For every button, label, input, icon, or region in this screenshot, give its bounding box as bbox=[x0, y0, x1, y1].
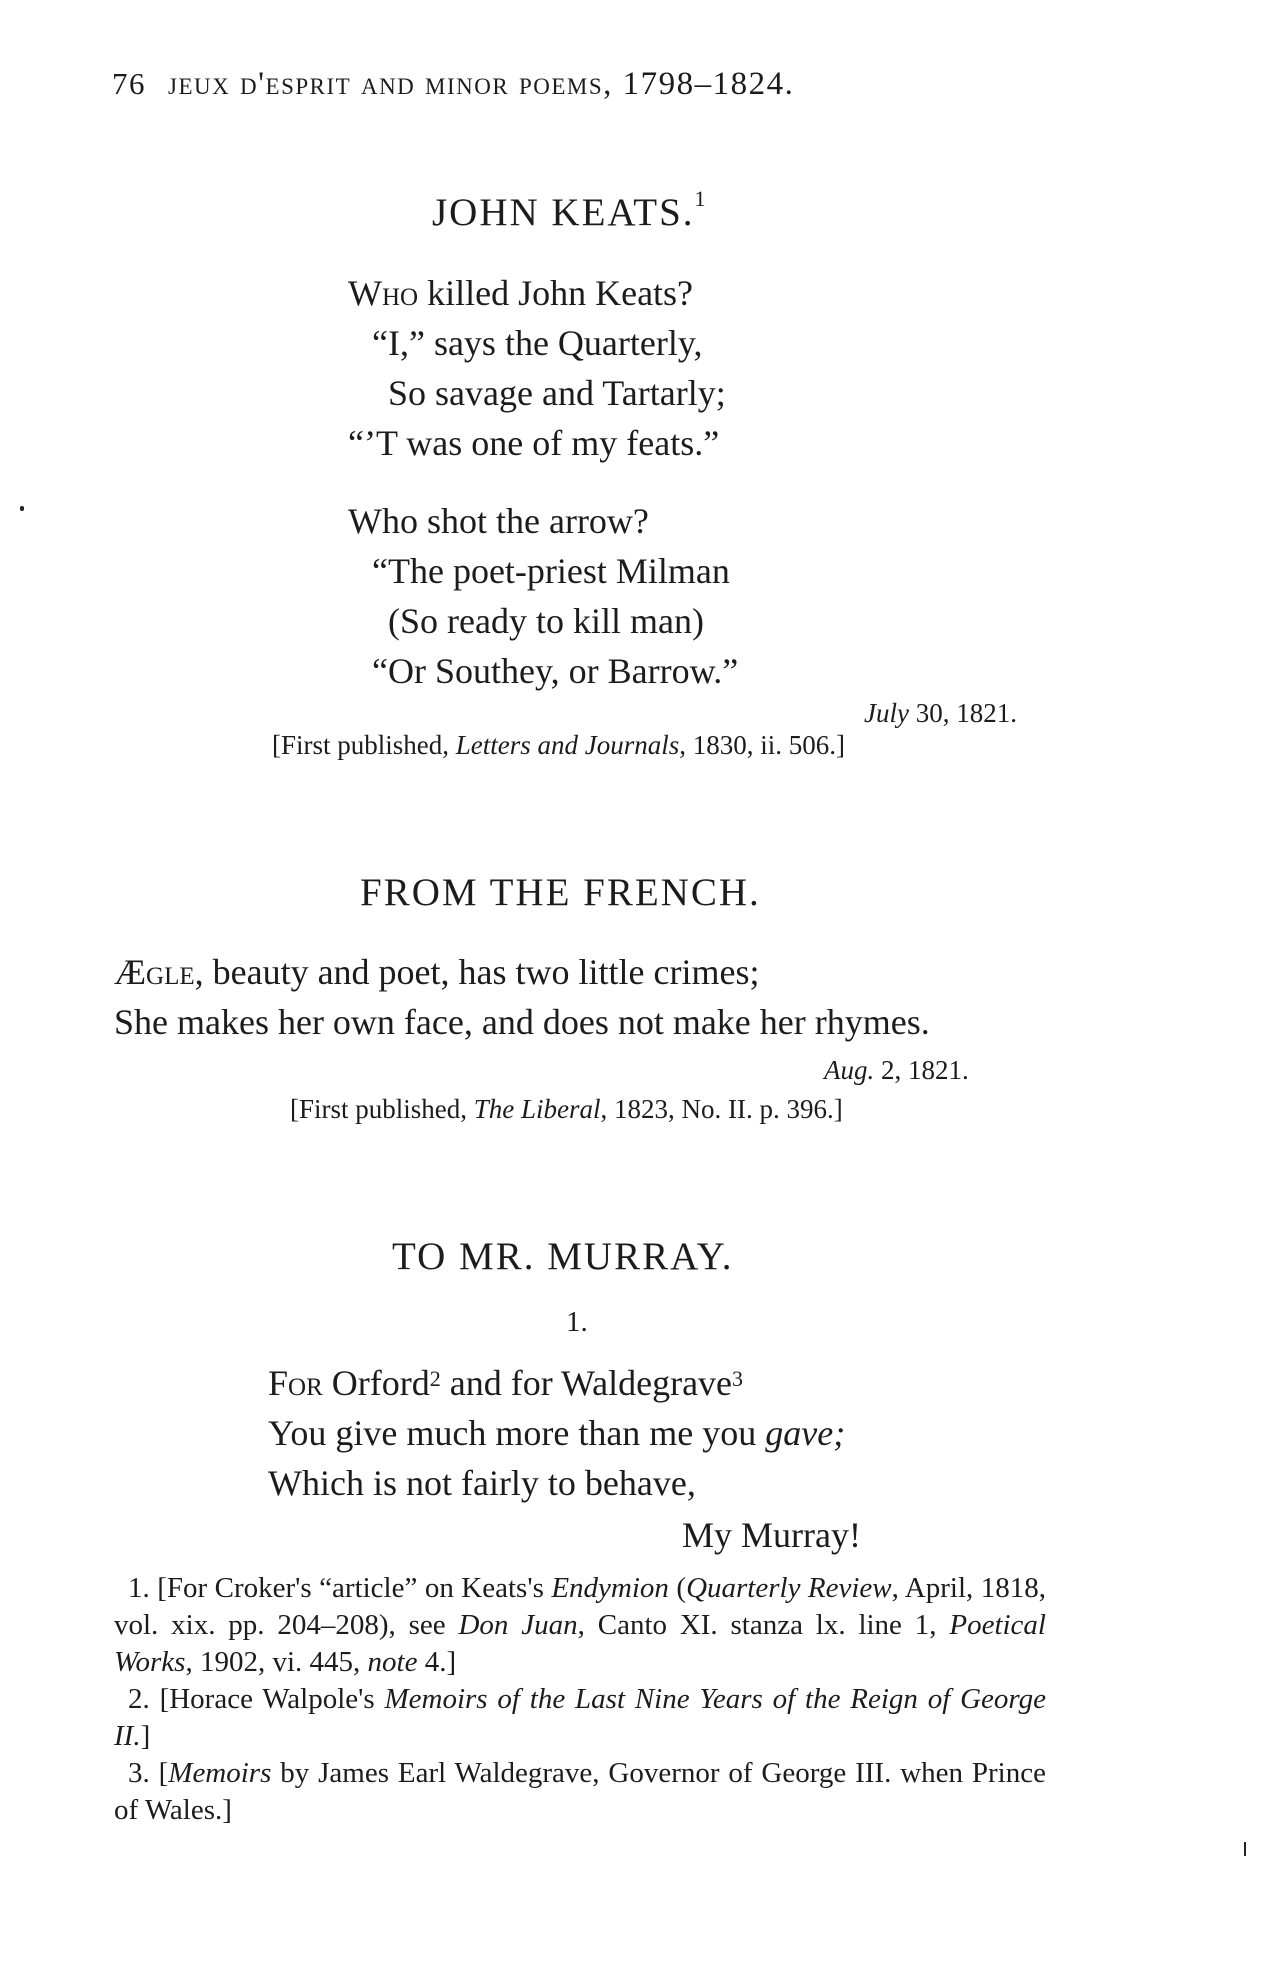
fn2-b: Memoirs of the Last Nine Years of the Reign of George II. bbox=[114, 1683, 1047, 1752]
french-date-rest: 2, 1821. bbox=[874, 1055, 969, 1085]
fn1-k: 4.] bbox=[417, 1646, 457, 1678]
murray-line2-a: You give much more than me you bbox=[268, 1413, 766, 1453]
keats-stanza2-line2: “The poet-priest Milman bbox=[372, 551, 730, 591]
keats-stanza1-line1 bbox=[348, 268, 693, 318]
footnote-1 bbox=[114, 1570, 1046, 1681]
keats-pub-prefix: [First published, bbox=[272, 730, 456, 760]
footnote-2 bbox=[114, 1681, 1046, 1755]
fn1-i: , 1902, vi. 445, bbox=[185, 1646, 368, 1678]
french-publication-note bbox=[290, 1094, 843, 1125]
fn1-h: Poetical Works bbox=[114, 1609, 1046, 1678]
keats-line1-initial: Who bbox=[348, 273, 419, 313]
scan-speck bbox=[1244, 1842, 1246, 1856]
running-header bbox=[112, 66, 794, 103]
fn3-a: 3. [ bbox=[128, 1757, 169, 1789]
keats-stanza1-line4: “’T was one of my feats.” bbox=[348, 423, 720, 463]
footnote-3 bbox=[114, 1755, 1046, 1829]
keats-date-rest: 30, 1821. bbox=[908, 698, 1017, 728]
murray-title: TO MR. MURRAY. bbox=[392, 1235, 734, 1278]
french-line1-initial: Ægle bbox=[114, 952, 195, 992]
murray-section-number: 1. bbox=[566, 1306, 588, 1338]
fn1-a: 1. [For Croker's “article” on Keats's bbox=[128, 1572, 552, 1604]
fn1-g: , Canto XI. stanza lx. line 1, bbox=[577, 1609, 950, 1641]
murray-line2 bbox=[268, 1408, 845, 1458]
french-line1 bbox=[114, 947, 759, 997]
fn3-c: by James Earl Waldegrave, Governor of George III. when Prince of Wales.] bbox=[114, 1757, 1046, 1826]
fn1-f: Don Juan bbox=[458, 1609, 578, 1641]
french-pub-prefix: [First published, bbox=[290, 1094, 474, 1124]
murray-line1-initial: For bbox=[268, 1363, 323, 1403]
keats-stanza2-line3: (So ready to kill man) bbox=[388, 601, 704, 641]
french-line2: She makes her own face, and does not make her rhymes. bbox=[114, 1002, 930, 1042]
keats-date-month: July bbox=[864, 698, 909, 728]
keats-footnote-ref: 1 bbox=[694, 186, 708, 211]
murray-line1-b: and for Waldegrave bbox=[440, 1363, 733, 1403]
fn1-c: ( bbox=[668, 1572, 687, 1604]
page-number: 76 bbox=[112, 66, 146, 101]
keats-publication-note bbox=[272, 730, 845, 761]
fn1-j: note bbox=[367, 1646, 418, 1678]
fn1-e: , April, 1818, vol. xix. pp. 204–208), see bbox=[114, 1572, 1046, 1641]
french-date bbox=[824, 1055, 969, 1086]
murray-line2-italic: gave; bbox=[765, 1413, 846, 1453]
fn1-d: Quarterly Review bbox=[686, 1572, 892, 1604]
fn1-b: Endymion bbox=[551, 1572, 669, 1604]
murray-footnote-ref-2: 2 bbox=[429, 1366, 441, 1391]
french-pub-title: The Liberal bbox=[473, 1094, 601, 1124]
keats-stanza1-line2: “I,” says the Quarterly, bbox=[372, 323, 703, 363]
french-date-month: Aug. bbox=[824, 1055, 875, 1085]
scan-speck bbox=[20, 506, 24, 511]
french-line1-rest: , beauty and poet, has two little crimes; bbox=[194, 952, 760, 992]
keats-title bbox=[432, 186, 708, 235]
murray-line3: Which is not fairly to behave, bbox=[268, 1463, 696, 1503]
french-title: FROM THE FRENCH. bbox=[360, 871, 761, 914]
keats-pub-title: Letters and Journals bbox=[455, 730, 680, 760]
fn2-c: ] bbox=[140, 1720, 151, 1752]
footnotes bbox=[114, 1570, 1046, 1829]
keats-stanza2-line1: Who shot the arrow? bbox=[348, 501, 649, 541]
keats-line1-rest: killed John Keats? bbox=[418, 273, 694, 313]
keats-title-text: JOHN KEATS. bbox=[432, 191, 695, 234]
murray-line4: My Murray! bbox=[682, 1515, 861, 1555]
murray-footnote-ref-3: 3 bbox=[732, 1366, 744, 1391]
murray-line1 bbox=[268, 1358, 743, 1408]
keats-pub-rest: , 1830, ii. 506.] bbox=[679, 730, 846, 760]
french-pub-rest: , 1823, No. II. p. 396.] bbox=[600, 1094, 843, 1124]
keats-date bbox=[864, 698, 1017, 729]
fn2-a: 2. [Horace Walpole's bbox=[128, 1683, 385, 1715]
fn3-b: Memoirs bbox=[168, 1757, 272, 1789]
keats-stanza1-line3: So savage and Tartarly; bbox=[388, 373, 726, 413]
murray-line1-a: Orford bbox=[322, 1363, 430, 1403]
keats-stanza2-line4: “Or Southey, or Barrow.” bbox=[372, 651, 739, 691]
running-title: jeux d'esprit and minor poems, 1798–1824. bbox=[168, 66, 795, 102]
